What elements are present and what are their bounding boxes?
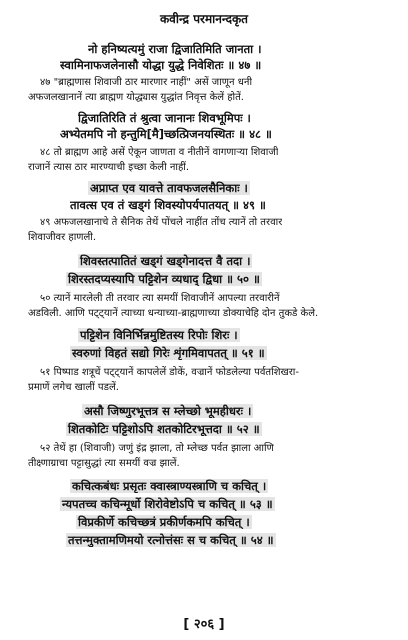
verse-line: कचित्कबंधः प्रसृतः क्वास्त्राण्यस्त्राणि च कचित् । [72,479,267,493]
verse-line: स्वामिनाफजलेनासौ योद्धा युद्धे निवेशितः ॥ ४७ ॥ [60,58,262,72]
verse-line: न्यपतच्च कचिन्मूर्धो शिरोवेष्टोऽपि च कचित् ॥ ५३ ॥ [62,497,273,511]
verse-line: स्वरुणां विहतं सद्यो गिरेः शृंगमिवापतत् ॥ ५१ ॥ [72,346,265,360]
verse-line: अप्राप्त एव यावत्ते तावफजलसैनिकाः । [90,181,248,195]
commentary-line: ५० त्यानें मारलेली ती तरवार त्या समयीं शिवाजीनें आपल्या तरवारीनें [40,293,280,304]
commentary-line: अडविली. आणि पट्ट्यानें त्याच्या धन्याच्या-ब्राह्मणाच्या डोक्याचेहि दोन तुकडे केले. [28,308,319,319]
page-header: कवीन्द्र परमानन्दकृत [159,12,249,26]
commentary-line: ४९ अफजलखानाचे ते सैनिक तेथें पोंचले नाहींत तोंच त्यानें तो तरवार [40,217,283,228]
commentary-line: ५१ पिष्पाड शत्रूचें पट्ट्यानें कापलेलें डोकें, वज्रानें फोडलेल्या पर्वतशिखरा- [40,367,299,378]
verse-line: द्विजातिरिति तं श्रुत्वा जानानः शिवभूमिपः । [78,111,251,125]
verse-line: शितकोटिः पट्टिशोऽपि शतकोटिरभूत्तदा ॥ ५२ ॥ [68,422,260,436]
commentary-line: ४८ तो ब्राह्मण आहे असें ऐकून जाणता व नीतीनें वागणाऱ्या शिवाजी [40,147,279,158]
commentary-line: ४७ "ब्राह्मणास शिवाजी ठार मारणार नाहीं" असें जाणून धनी [40,77,253,88]
verse-line: शिरस्तदप्यस्यापि पट्टिशेन व्यधाद् द्विधा ॥ ५० ॥ [68,272,260,286]
verse-line: असौ जिष्णुरभूत्तत्र स म्लेच्छो भूमहीधरः । [84,404,252,418]
commentary-line: राजानें त्यास ठार मारण्याची इच्छा केली नाहीं. [28,162,190,173]
commentary-line: तीक्ष्णाग्राचा पट्टासुद्धां त्या समयीं वज्र झालें. [28,458,180,469]
verse-line: अभ्येतमपि नो हन्तुमि[मै]च्छत्प्रिजनयस्थितः ॥ ४८ ॥ [60,127,272,141]
verse-line: नो हनिष्यत्यमुं राजा द्विजातिमिति जानता । [88,42,262,56]
verse-line: शिवस्तत्पातितं खड्गं खड्गेनादत्त वै तदा । [80,254,251,268]
commentary-line: अफजलखानानें त्या ब्राह्मण योद्ध्यास युद्धांत निवृत्त केलें होतें. [28,92,244,103]
commentary-line: ५२ तेथें हा (शिवाजी) जणुं इंद्र झाला, तो म्लेच्छ पर्वत झाला आणि [40,443,274,454]
commentary-line: शिवाजीवर हाणली. [28,232,97,243]
verse-line: विप्रकीर्णे कचिच्छत्रं प्रकीर्णकमपि कचित् । [78,515,250,529]
verse-line: तत्तन्मुक्तामणिमयो रत्नोत्तंसः स च कचित् ॥ ५४ ॥ [68,533,274,547]
verse-line: पट्टिशेन विनिर्भिन्नमुष्टितस्य रिपोः शिरः । [80,328,238,342]
page-number: [ २०६ ] [183,617,225,632]
verse-line: तावत्स एव तं खड्गं शिवस्योपर्यपातयत् ॥ ४९ ॥ [70,198,266,212]
commentary-line: प्रमाणें लगेच खालीं पडलें. [28,382,119,393]
